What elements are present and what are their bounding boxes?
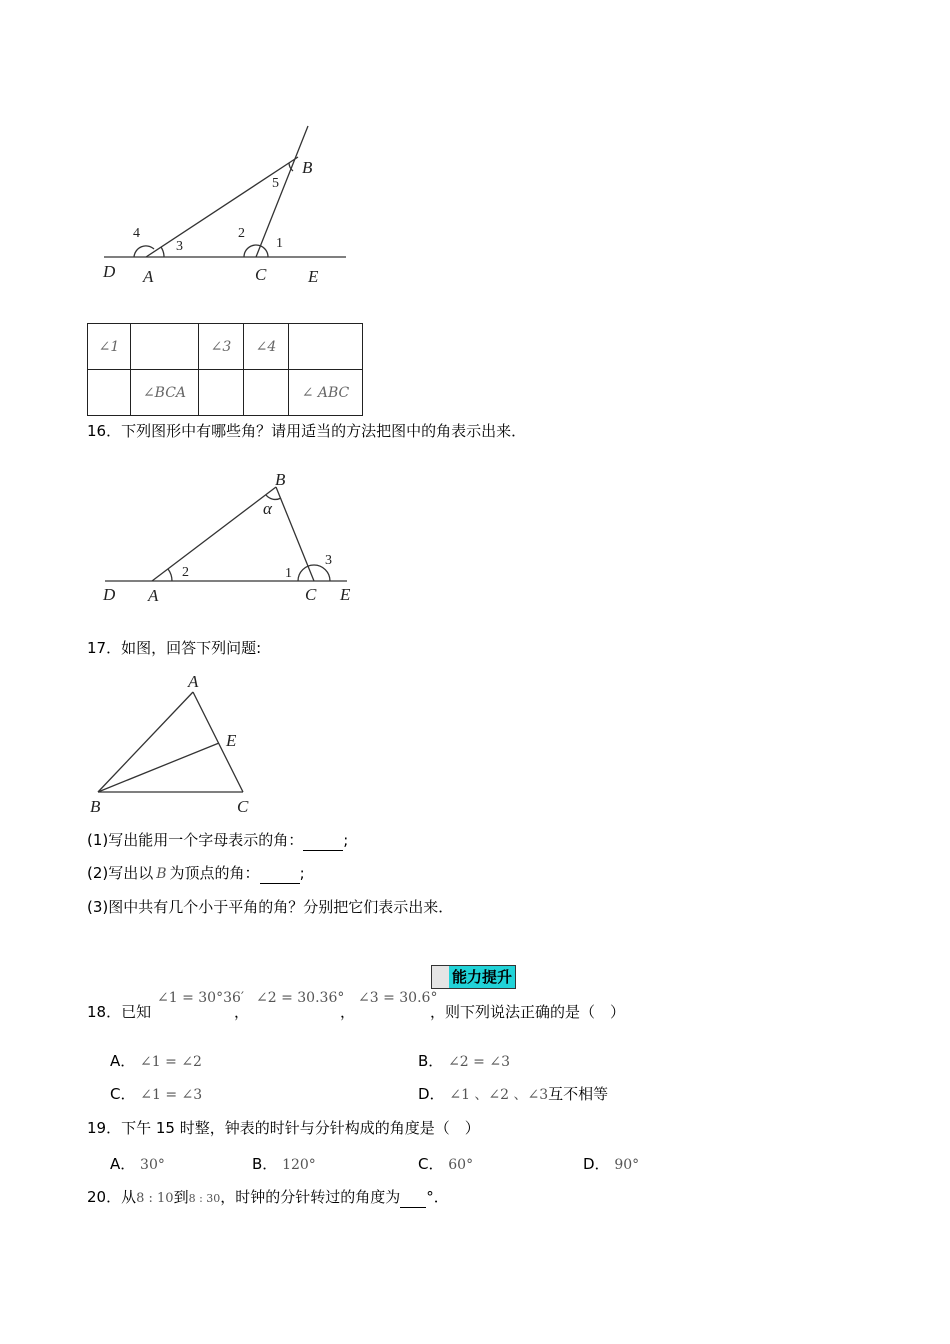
arc-angle-3 [161, 247, 164, 257]
table-cell: ∠4 [244, 324, 289, 370]
table-cell [131, 324, 199, 370]
alpha-symbol: α [263, 499, 272, 518]
angle-table [87, 323, 363, 416]
question-20: 20．从8 : 10到8 : 30，时钟的分针转过的角度为 °． [87, 1188, 449, 1206]
q18-option-d[interactable]: D． ∠1 、∠2 、∠3互不相等 [418, 1085, 609, 1103]
table-cell [244, 370, 289, 416]
num-5: 5 [272, 176, 279, 191]
num-1: 1 [276, 236, 283, 251]
arc-angle-4 [134, 246, 154, 257]
figure-3 [85, 670, 265, 820]
q18-option-c[interactable]: C． ∠1 = ∠3 [110, 1085, 203, 1103]
line-BE [98, 743, 219, 792]
label-C: C [237, 797, 249, 816]
figure-2 [95, 465, 365, 610]
question-19: 19．下午 15 时整，钟表的时针与分针构成的角度是（ ） [87, 1119, 480, 1137]
table-cell: ∠ ABC [289, 370, 363, 416]
answer-blank [260, 863, 300, 884]
arc-angle-2-1 [244, 245, 268, 257]
label-C: C [305, 585, 317, 604]
q18-option-a[interactable]: A． ∠1 = ∠2 [110, 1052, 202, 1070]
answer-blank [400, 1187, 426, 1208]
q18-angle-3: ∠3 = 30.6° [358, 990, 438, 1006]
label-E: E [340, 585, 351, 604]
label-E: E [308, 267, 319, 286]
line-AB [152, 487, 276, 581]
table-row [88, 370, 363, 416]
question-17-part-2: (2)写出以 B 为顶点的角： ; [87, 864, 305, 882]
table-cell: ∠3 [199, 324, 244, 370]
num-3: 3 [325, 553, 332, 568]
label-B: B [90, 797, 101, 816]
question-18-stem: 18．已知 [87, 1003, 152, 1021]
label-D: D [103, 262, 116, 281]
num-4: 4 [133, 226, 140, 241]
q19-option-c[interactable]: C． 60° [418, 1155, 474, 1173]
question-17-part-3: (3)图中共有几个小于平角的角？分别把它们表示出来． [87, 898, 454, 916]
q19-option-a[interactable]: A． 30° [110, 1155, 165, 1173]
label-D: D [103, 585, 116, 604]
q18-option-b[interactable]: B． ∠2 = ∠3 [418, 1052, 510, 1070]
q18-angle-1: ∠1 = 30°36′ [157, 990, 245, 1006]
badge-marker [432, 966, 449, 988]
figure-1 [90, 120, 360, 290]
table-cell: ∠BCA [131, 370, 199, 416]
label-E: E [226, 731, 237, 750]
q18-angle-2: ∠2 = 30.36° [256, 990, 345, 1006]
question-17: 17．如图，回答下列问题: [87, 639, 262, 657]
q19-option-d[interactable]: D． 90° [583, 1155, 640, 1173]
section-heading [431, 965, 516, 989]
section-title: 能力提升 [449, 966, 515, 988]
line-AB [98, 692, 193, 792]
table-cell [289, 324, 363, 370]
q19-option-b[interactable]: B． 120° [252, 1155, 316, 1173]
num-2: 2 [238, 226, 245, 241]
num-3: 3 [176, 239, 183, 254]
line-CB [276, 487, 314, 581]
num-1: 1 [285, 566, 292, 581]
question-16: 16．下列图形中有哪些角？请用适当的方法把图中的角表示出来． [87, 422, 527, 440]
table-row [88, 324, 363, 370]
label-A: A [148, 586, 159, 605]
label-C: C [255, 265, 267, 284]
table-cell: ∠1 [88, 324, 131, 370]
question-17-part-1: (1)写出能用一个字母表示的角： ; [87, 831, 349, 849]
num-2: 2 [182, 565, 189, 580]
label-B: B [302, 158, 313, 177]
arc-angle-2 [168, 569, 172, 581]
answer-blank [303, 830, 343, 851]
label-A: A [143, 267, 154, 286]
label-A: A [188, 672, 199, 691]
table-cell [199, 370, 244, 416]
table-cell [88, 370, 131, 416]
label-B: B [275, 470, 286, 489]
